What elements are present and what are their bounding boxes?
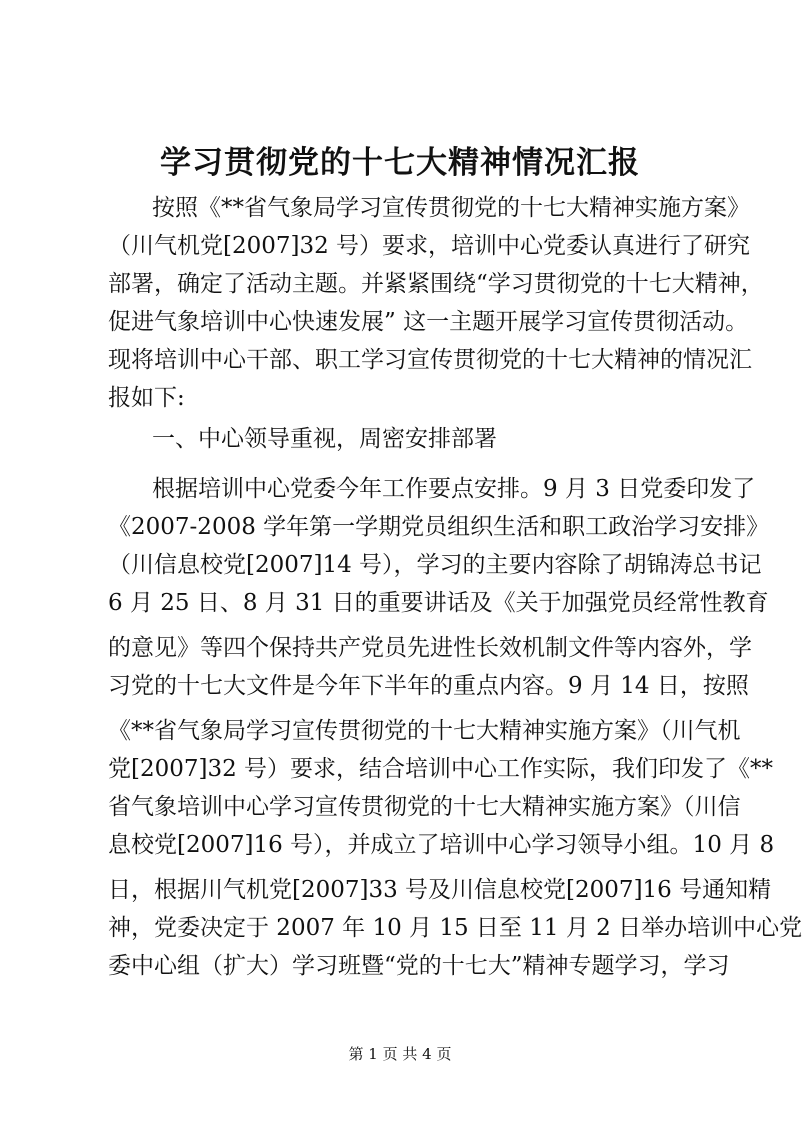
- paragraph-line: 省气象培训中心学习宣传贯彻党的十七大精神实施方案》（川信: [108, 794, 741, 820]
- page-number-footer: 第 1 页 共 4 页: [348, 1045, 452, 1063]
- paragraph-line: 促进气象培训中心快速发展” 这一主题开展学习宣传贯彻活动。: [108, 309, 749, 335]
- paragraph-line: 神，党委决定于 2007 年 10 月 15 日至 11 月 2 日举办培训中心党: [108, 915, 802, 941]
- paragraph-line: 委中心组（扩大）学习班暨“党的十七大”精神专题学习，学习: [108, 953, 730, 979]
- paragraph-line: （川信息校党[2007]14 号），学习的主要内容除了胡锦涛总书记: [108, 552, 762, 578]
- paragraph-line: 《2007-2008 学年第一学期党员组织生活和职工政治学习安排》: [108, 514, 770, 540]
- paragraph-line: 日，根据川气机党[2007]33 号及川信息校党[2007]16 号通知精: [108, 877, 772, 903]
- paragraph-line: 的意见》等四个保持共产党员先进性长效机制文件等内容外，学: [108, 635, 752, 661]
- paragraph-line: 部署，确定了活动主题。并紧紧围绕“学习贯彻党的十七大精神，: [108, 271, 764, 297]
- document-title: 学习贯彻党的十七大精神情况汇报: [160, 145, 640, 181]
- paragraph-line: 习党的十七大文件是今年下半年的重点内容。9 月 14 日，按照: [108, 673, 749, 699]
- paragraph-line: 息校党[2007]16 号），并成立了培训中心学习领导小组。10 月 8: [108, 832, 775, 858]
- paragraph-line: 现将培训中心干部、职工学习宣传贯彻党的十七大精神的情况汇: [108, 347, 752, 373]
- paragraph-line: 6 月 25 日、8 月 31 日的重要讲话及《关于加强党员经常性教育: [108, 590, 769, 616]
- section-heading: 一、中心领导重视，周密安排部署: [152, 426, 497, 452]
- paragraph-line: 报如下:: [108, 385, 185, 411]
- paragraph-line: 按照《**省气象局学习宣传贯彻党的十七大精神实施方案》: [152, 195, 750, 221]
- paragraph-line: 《**省气象局学习宣传贯彻党的十七大精神实施方案》（川气机: [108, 718, 741, 744]
- paragraph-line: 党[2007]32 号）要求，结合培训中心工作实际，我们印发了《**: [108, 756, 774, 782]
- paragraph-line: （川气机党[2007]32 号）要求，培训中心党委认真进行了研究: [108, 233, 751, 259]
- paragraph-line: 根据培训中心党委今年工作要点安排。9 月 3 日党委印发了: [152, 476, 756, 502]
